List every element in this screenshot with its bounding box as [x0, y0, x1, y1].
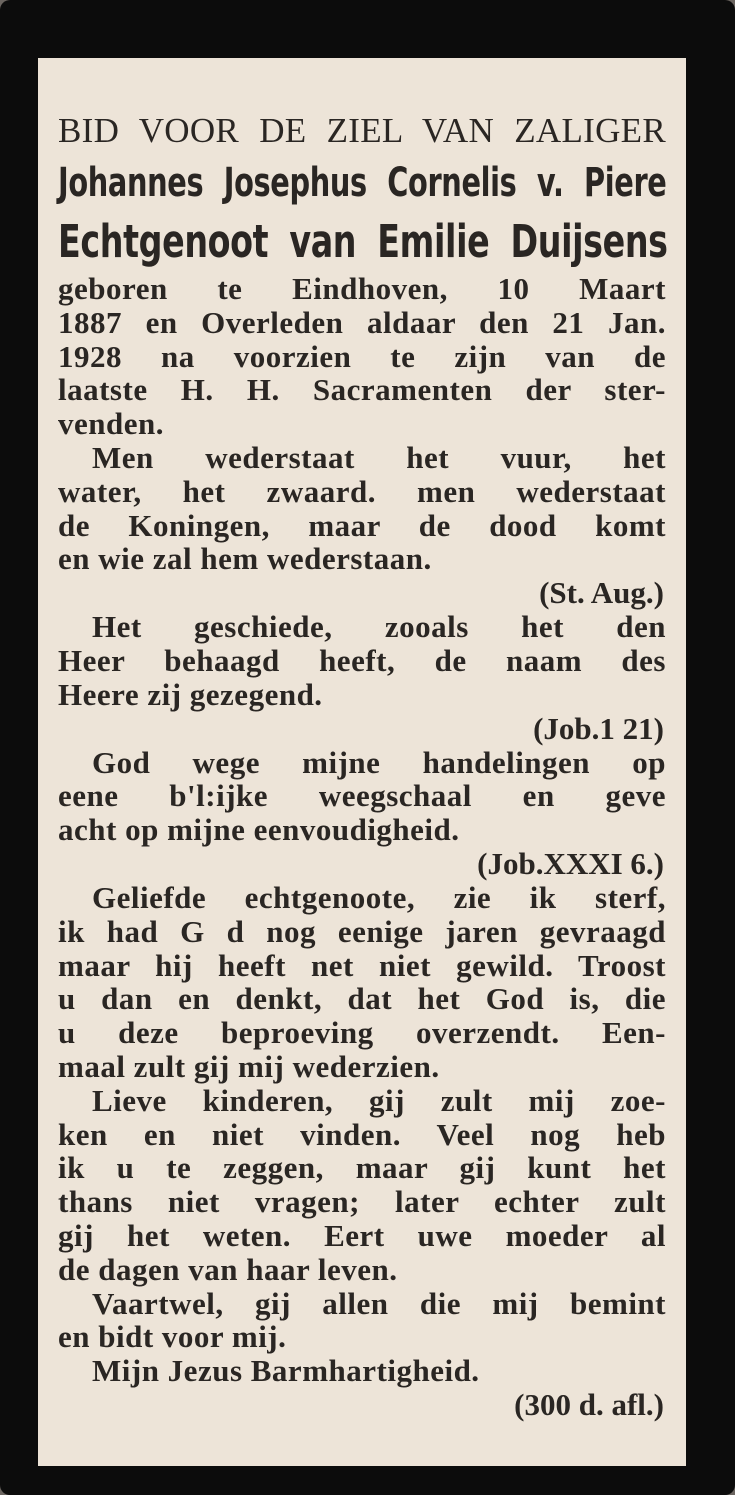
biography-line: venden. [58, 406, 164, 442]
quote-line: eene b'l:ijke weegschaal en geve [58, 778, 666, 814]
quote-line: God wege mijne handelingen op [92, 744, 666, 780]
farewell-line: u dan en denkt, dat het God is, die [58, 981, 666, 1017]
card-paper [38, 58, 686, 1466]
farewell-line: en bidt voor mij. [58, 1319, 287, 1355]
farewell-line: thans niet vragen; later echter zult [58, 1184, 666, 1220]
quote-job-1 [58, 610, 666, 711]
quote-line: acht op mijne eenvoudigheid. [58, 812, 460, 848]
biography-line: 1928 na voorzien te zijn van de [58, 338, 666, 374]
farewell-line: Geliefde echtgenoote, zie ik sterf, [92, 879, 666, 915]
quote-line: Heer behaagd heeft, de naam des [58, 642, 666, 678]
farewell-spouse [58, 881, 666, 1084]
indulgence-note: (300 d. afl.) [514, 1386, 664, 1422]
quote-source: (St. Aug.) [539, 575, 664, 611]
farewell-line: u deze beproeving overzendt. Een- [58, 1015, 666, 1051]
farewell-line: gij het weten. Eert uwe moeder al [58, 1217, 666, 1253]
quote-line: en wie zal hem wederstaan. [58, 541, 432, 577]
farewell-line: Lieve kinderen, gij zult mij zoe- [92, 1082, 666, 1118]
quote-augustine [58, 441, 666, 576]
farewell-children [58, 1084, 666, 1287]
quote-line: Men wederstaat het vuur, het [92, 439, 666, 475]
quote-line: de Koningen, maar de dood komt [58, 507, 666, 543]
farewell-line: Vaartwel, gij allen die mij bemint [92, 1285, 666, 1321]
farewell-line: maar hij heeft net niet gewild. Troost [58, 947, 666, 983]
closing-prayer [58, 1354, 666, 1388]
prayer-text: Mijn Jezus Barmhartigheid. [92, 1353, 480, 1389]
biography-line: geboren te Eindhoven, 10 Maart [58, 271, 666, 306]
quote-source: (Job.XXXI 6.) [477, 845, 664, 881]
farewell-line: maal zult gij mij wederzien. [58, 1048, 440, 1084]
quote-job-31 [58, 746, 666, 847]
farewell-all [58, 1287, 666, 1355]
quote-source: (Job.1 21) [533, 710, 664, 746]
deceased-name: Johannes Josephus Cornelis v. Piere [58, 160, 667, 206]
quote-line: Het geschiede, zooals het den [92, 609, 666, 645]
quote-line: Heere zij gezegend. [58, 676, 323, 712]
farewell-line: ik u te zeggen, maar gij kunt het [58, 1150, 666, 1186]
quote-line: water, het zwaard. men wederstaat [58, 473, 666, 509]
spouse-line: Echtgenoot van Emilie Duijsens [58, 215, 668, 268]
biography [58, 272, 666, 441]
biography-line: laatste H. H. Sacramenten der ster- [58, 372, 666, 408]
farewell-line: ik had G d nog eenige jaren gevraagd [58, 913, 666, 949]
farewell-line: de dagen van haar leven. [58, 1251, 398, 1287]
biography-line: 1887 en Overleden aldaar den 21 Jan. [58, 304, 666, 340]
prayer-heading: BID VOOR DE ZIEL VAN ZALIGER [58, 111, 666, 150]
farewell-line: ken en niet vinden. Veel nog heb [58, 1116, 666, 1152]
